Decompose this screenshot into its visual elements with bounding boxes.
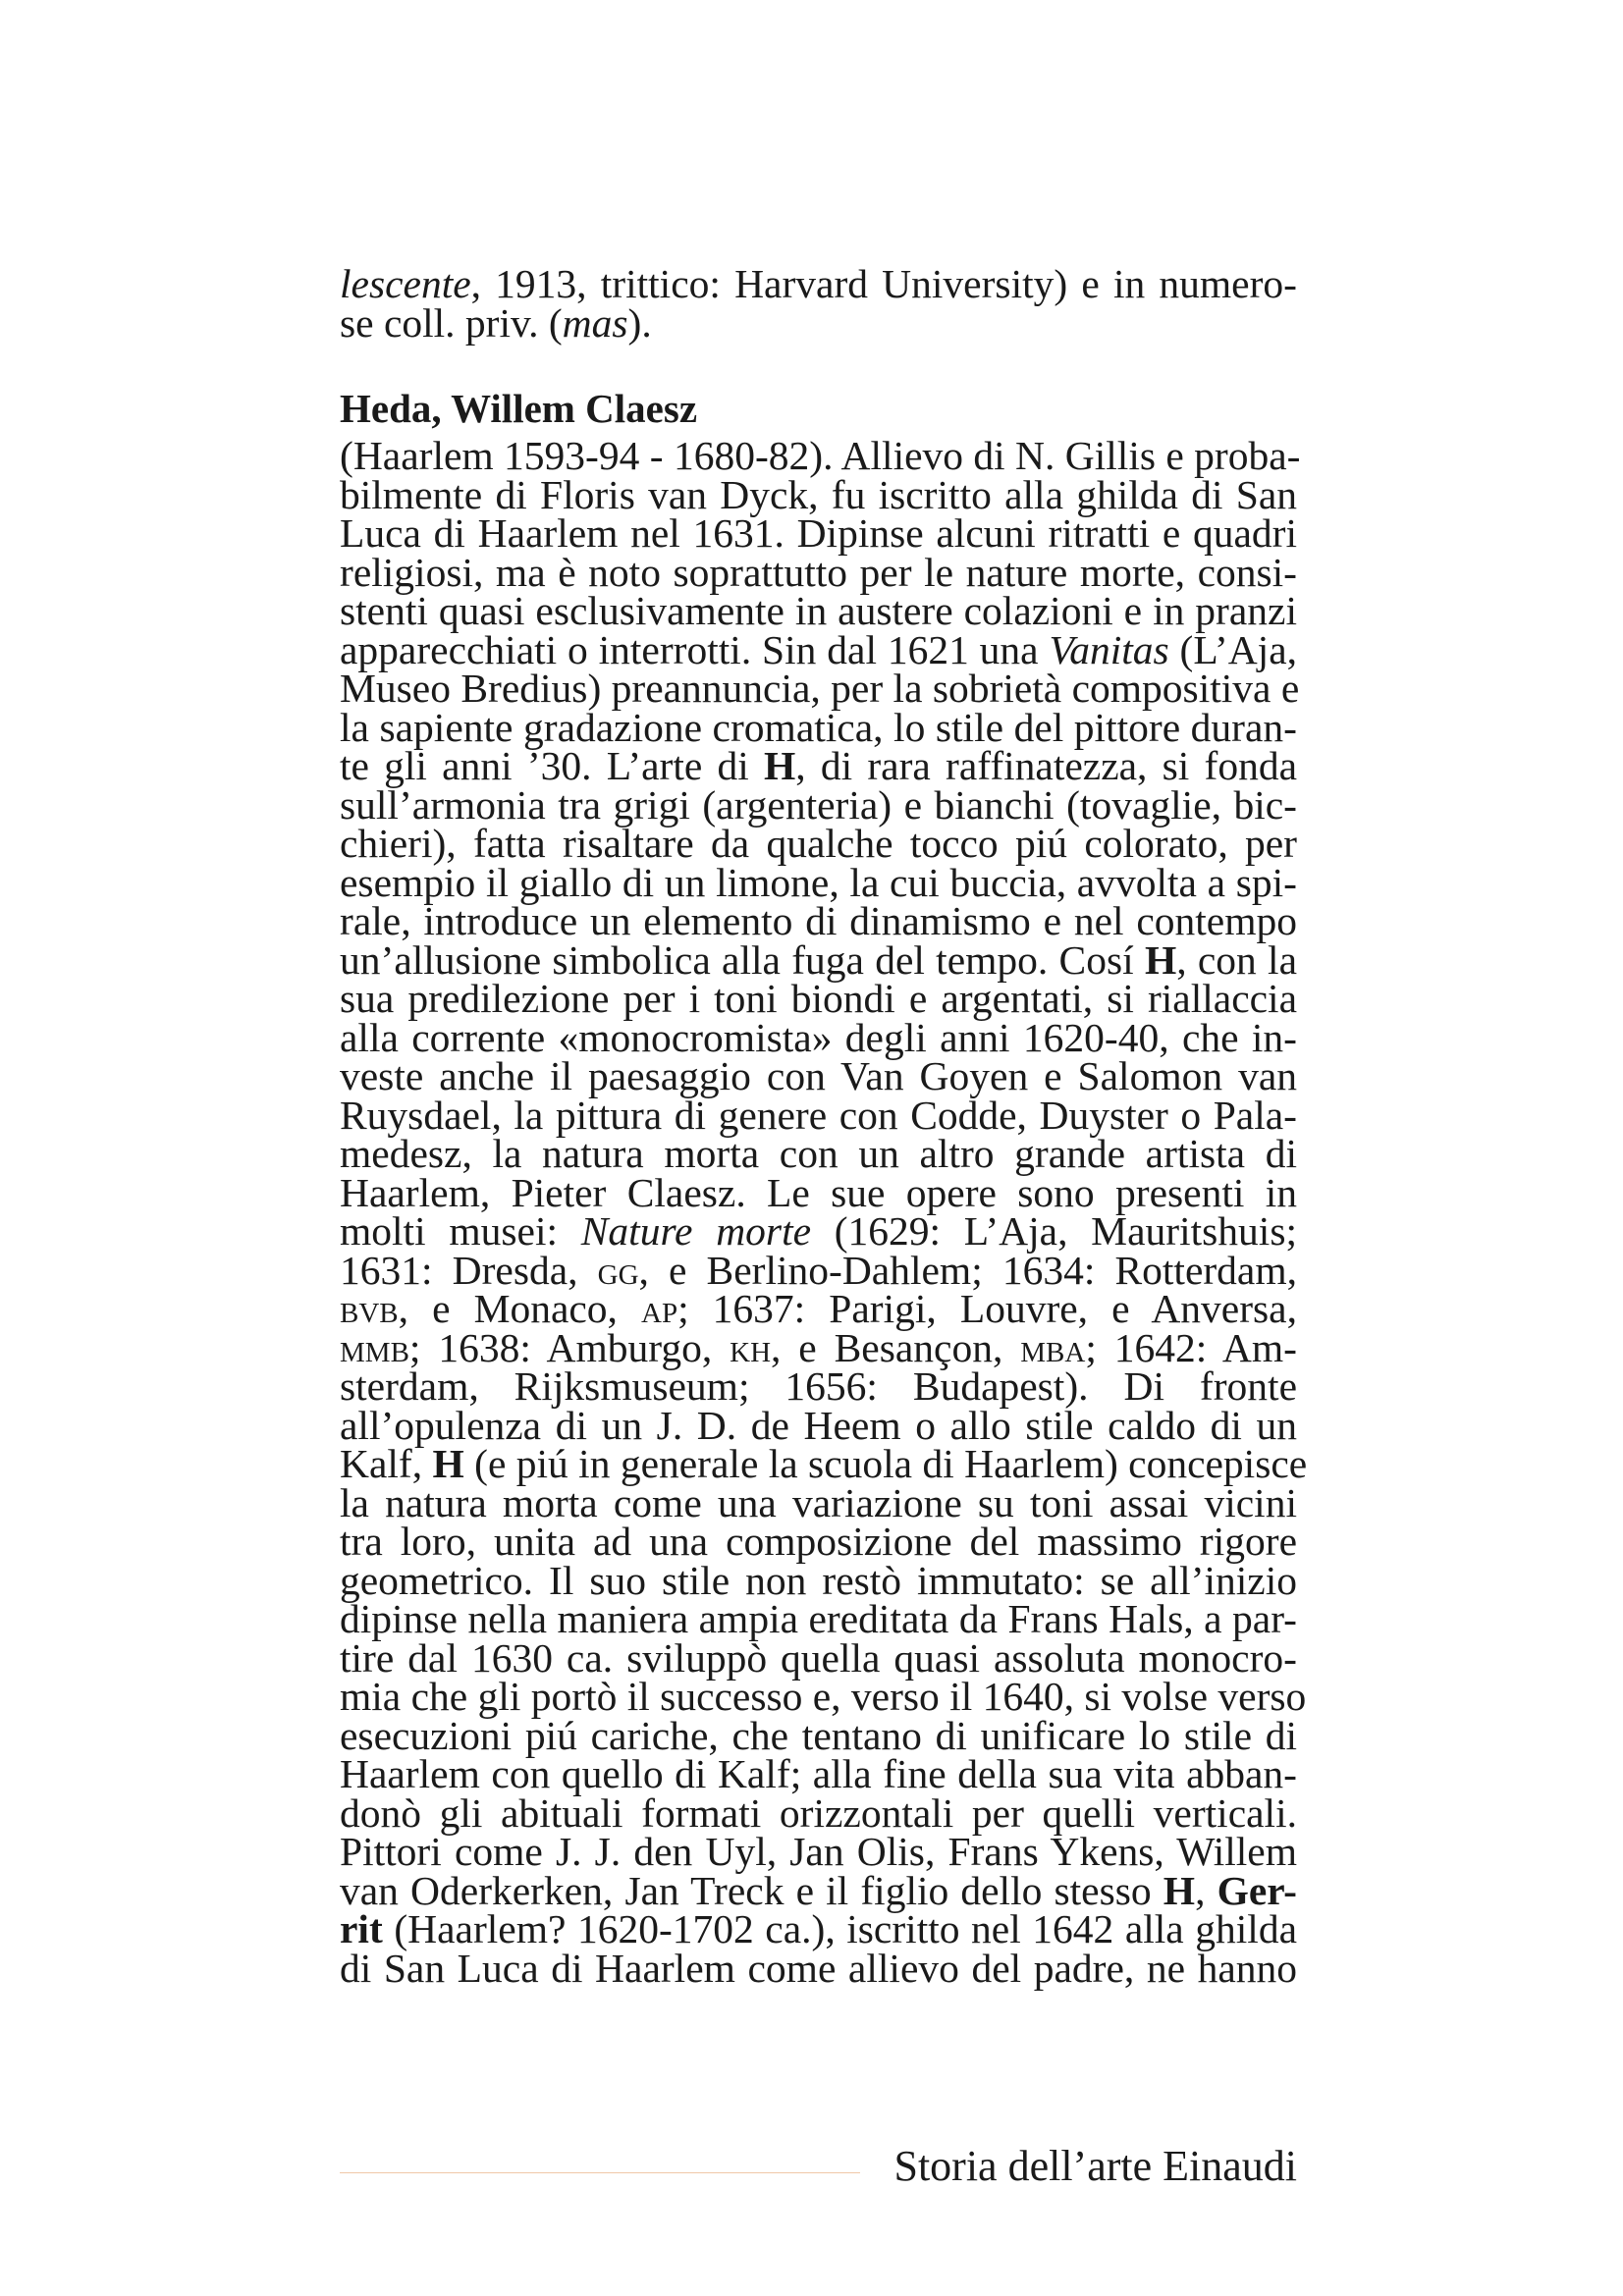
artist-abbrev: H (1163, 1867, 1196, 1913)
text-line (340, 1441, 1308, 1486)
artist-abbrev: H (763, 743, 796, 788)
footer-rule (340, 2172, 860, 2173)
text-line: (Haarlem 1593-94 - 1680-82). Allievo di N. Gillis e proba- (340, 433, 1301, 478)
text-line: alla corrente «monocromista» degli anni 1620-40, che in- (340, 1014, 1297, 1060)
text-run: (L’Aja, (1168, 626, 1297, 672)
text-line (340, 1286, 1297, 1331)
previous-entry-tail (340, 261, 1297, 346)
text-line (340, 299, 1297, 346)
text-line (340, 1324, 1298, 1370)
text-line: veste anche il paesaggio con Van Goyen e Salomon van (340, 1053, 1297, 1098)
artist-abbrev: H (432, 1441, 464, 1486)
text-line (340, 1247, 1298, 1293)
text-run: , e Berlino-Dahlem; 1634: Rotterdam, (638, 1247, 1298, 1293)
artwork-title: Nature morte (580, 1208, 812, 1254)
museum-abbrev: kh (730, 1324, 772, 1370)
text-run: , 1913, trittico: Harvard University) e in numero- (470, 261, 1297, 306)
museum-abbrev: ap (641, 1286, 678, 1331)
artist-abbrev: H (1144, 936, 1177, 983)
text-line: la sapiente gradazione cromatica, lo stile del pittore duran- (340, 704, 1297, 750)
text-line: Haarlem con quello di Kalf; alla fine della sua vita abban- (340, 1751, 1297, 1796)
text-line: chieri), fatta risaltare da qualche tocco piú colorato, per (340, 821, 1297, 866)
text-run: (1629: L’Aja, Mauritshuis; (811, 1208, 1297, 1254)
entry-heading: Heda, Willem Claesz (340, 386, 698, 431)
text-line (340, 1208, 1297, 1254)
text-run: molti musei: (340, 1208, 581, 1254)
text-line: medesz, la natura morta con un altro grande artista di (340, 1131, 1297, 1176)
text-run: , con la (1176, 936, 1297, 983)
text-line: stenti quasi esclusivamente in austere colazioni e in pranzi (340, 588, 1297, 633)
text-line: esecuzioni piú cariche, che tentano di unificare lo stile di (340, 1712, 1297, 1758)
text-run: Kalf, (340, 1441, 433, 1486)
text-line (340, 626, 1297, 672)
text-line: Museo Bredius) preannuncia, per la sobrietà compositiva e (340, 666, 1300, 711)
text-run: ; 1637: Parigi, Louvre, e Anversa, (677, 1286, 1297, 1331)
text-line: donò gli abituali formati orizzontali per quelli verticali. (340, 1789, 1297, 1836)
text-line (340, 936, 1297, 983)
text-run: (Haarlem? 1620-1702 ca.), iscritto nel 1642 alla ghilda (382, 1906, 1297, 1951)
text-line: sterdam, Rijksmuseum; 1656: Budapest). Di fronte (340, 1363, 1297, 1409)
text-run: (e piú in generale la scuola di Haarlem) concepisce (463, 1441, 1308, 1486)
museum-abbrev: gg (597, 1247, 639, 1293)
italic-text: lescente (340, 261, 471, 306)
text-run: ). (627, 299, 652, 346)
text-line (340, 743, 1298, 788)
artist-name: rit (340, 1906, 383, 1951)
entry-body (340, 433, 1308, 1991)
text-run: , e Besançon, (771, 1324, 1021, 1370)
text-line: Pittori come J. J. den Uyl, Jan Olis, Frans Ykens, Willem (340, 1829, 1297, 1874)
footer-publication: Storia dell’arte Einaudi (893, 2142, 1297, 2190)
museum-abbrev: mmb (340, 1324, 409, 1370)
text-line (340, 1867, 1297, 1913)
text-run: , e Monaco, (398, 1286, 641, 1331)
text-run: apparecchiati o interrotti. Sin dal 1621 una (340, 626, 1050, 672)
text-line (340, 261, 1297, 306)
text-run: te gli anni ’30. L’arte di (340, 743, 764, 788)
text-run: se coll. priv. ( (340, 299, 563, 346)
text-line: rale, introduce un elemento di dinamismo e nel contempo (340, 898, 1297, 943)
text-run: , (1195, 1867, 1217, 1913)
text-line: Haarlem, Pieter Claesz. Le sue opere sono presenti in (340, 1169, 1297, 1215)
page-body (340, 261, 1308, 1991)
museum-abbrev: bvb (340, 1286, 399, 1331)
text-line: esempio il giallo di un limone, la cui buccia, avvolta a spi- (340, 859, 1297, 905)
text-run: ; 1642: Am- (1085, 1324, 1298, 1370)
text-run: 1631: Dresda, (340, 1247, 598, 1293)
artist-name: Ger- (1217, 1867, 1297, 1913)
author-initials: mas (562, 299, 628, 346)
text-run: , di rara raffinatezza, si fonda (795, 743, 1298, 788)
text-run: ; 1638: Amburgo, (408, 1324, 730, 1370)
text-line: tire dal 1630 ca. sviluppò quella quasi assoluta monocro- (340, 1634, 1297, 1681)
museum-abbrev: mba (1020, 1324, 1086, 1370)
text-line: Ruysdael, la pittura di genere con Codde, Duyster o Pala- (340, 1092, 1297, 1138)
text-line: geometrico. Il suo stile non restò immutato: se all’inizio (340, 1557, 1297, 1603)
text-line: la natura morta come una variazione su toni assai vicini (340, 1479, 1297, 1525)
text-line: dipinse nella maniera ampia ereditata da Frans Hals, a par- (340, 1596, 1297, 1641)
text-line: Luca di Haarlem nel 1631. Dipinse alcuni ritratti e quadri (340, 510, 1297, 556)
text-line: religiosi, ma è noto soprattutto per le nature morte, consi- (340, 549, 1297, 595)
artwork-title: Vanitas (1049, 626, 1169, 672)
text-line: tra loro, unita ad una composizione del massimo rigore (340, 1519, 1297, 1564)
text-line: sua predilezione per i toni biondi e argentati, si riallaccia (340, 976, 1297, 1021)
text-run: van Oderkerken, Jan Treck e il figlio dello stesso (340, 1867, 1163, 1913)
text-line (340, 1906, 1297, 1951)
text-line: sull’armonia tra grigi (argenteria) e bianchi (tovaglie, bic- (340, 781, 1297, 828)
text-line: bilmente di Floris van Dyck, fu iscritto alla ghilda di San (340, 471, 1297, 517)
text-line: all’opulenza di un J. D. de Heem o allo stile caldo di un (340, 1402, 1297, 1448)
text-run: un’allusione simbolica alla fuga del tempo. Cosí (340, 936, 1145, 983)
text-line: di San Luca di Haarlem come allievo del padre, ne hanno (340, 1945, 1297, 1991)
text-line: mia che gli portò il successo e, verso il 1640, si volse verso (340, 1674, 1307, 1719)
